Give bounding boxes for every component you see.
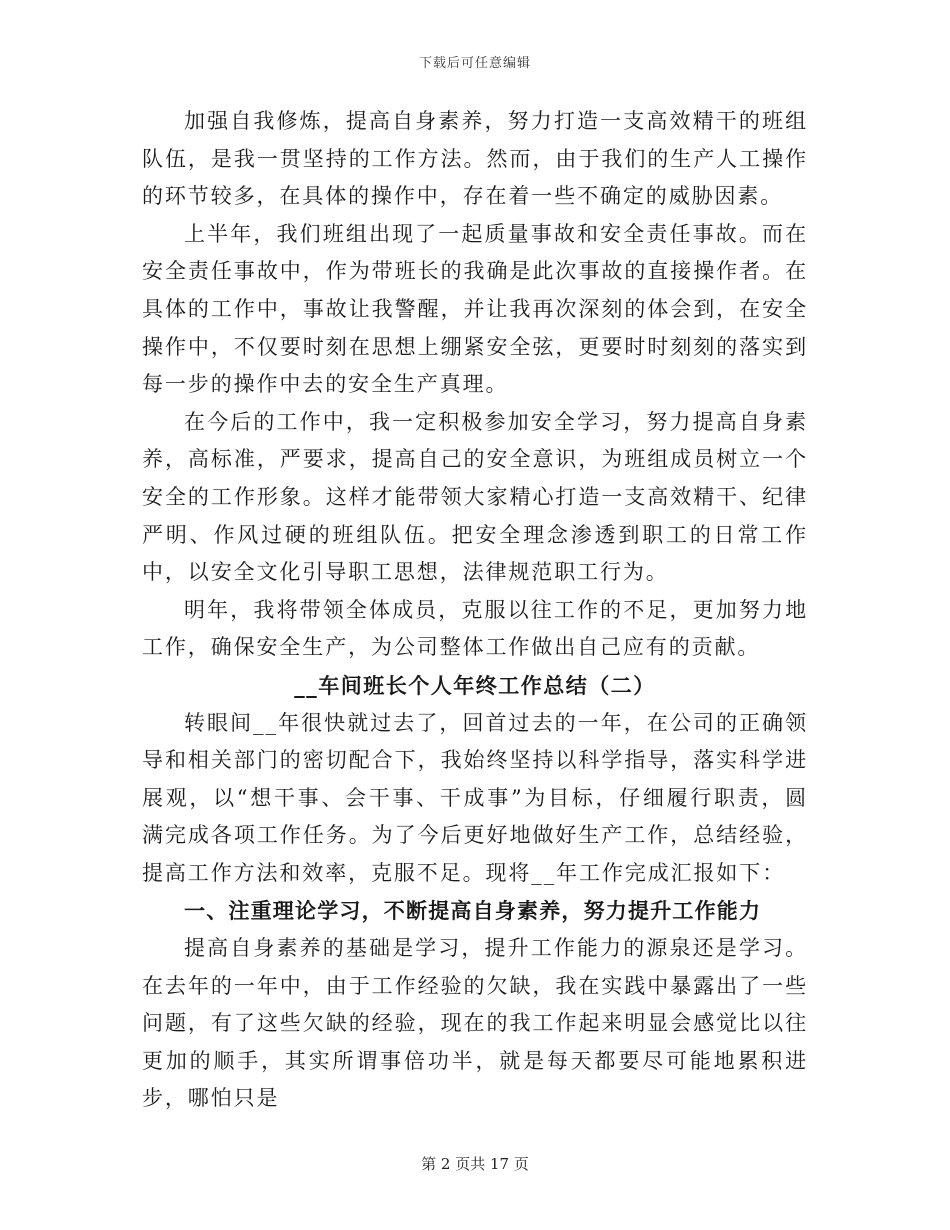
paragraph: 明年，我将带领全体成员，克服以往工作的不足，更加努力地工作，确保安全生产，为公司整体工作做出自己应有的贡献。: [142, 597, 808, 660]
section-subtitle: __车间班长个人年终工作总结（二）: [294, 672, 656, 698]
paragraph: 提高自身素养的基础是学习，提升工作能力的源泉还是学习。在去年的一年中，由于工作经验的欠缺，我在实践中暴露出了一些问题，有了这些欠缺的经验，现在的我工作起来明显会感觉比以往更加的顺手，其实所谓事倍功半，就是每天都要尽可能地累积进步，哪怕只是: [142, 936, 808, 1111]
paragraph: 在今后的工作中，我一定积极参加安全学习，努力提高自身素养，高标准，严要求，提高自己的安全意识，为班组成员树立一个安全的工作形象。这样才能带领大家精心打造一支高效精干、纪律严明、作风过硬的班组队伍。把安全理念渗透到职工的日常工作中，以安全文化引导职工思想，法律规范职工行为。: [142, 409, 808, 585]
document-body: [142, 103, 808, 1118]
paragraph: 转眼间__年很快就过去了，回首过去的一年，在公司的正确领导和相关部门的密切配合下，我始终坚持以科学指导，落实科学进展观，以“想干事、会干事、干成事”为目标，仔细履行职责，圆满完成各项工作任务。为了今后更好地做好生产工作，总结经验，提高工作方法和效率，克服不足。现将__年工作完成汇报如下：: [142, 710, 808, 885]
paragraph: 加强自我修炼，提高自身素养，努力打造一支高效精干的班组队伍，是我一贯坚持的工作方法。然而，由于我们的生产人工操作的环节较多，在具体的操作中，存在着一些不确定的威胁因素。: [142, 109, 808, 209]
section-heading: 一、注重理论学习，不断提高自身素养，努力提升工作能力: [184, 898, 762, 924]
page-footer: 第 2 页共 17 页: [421, 1155, 529, 1173]
paragraph: 上半年，我们班组出现了一起质量事故和安全责任事故。而在安全责任事故中，作为带班长的我确是此次事故的直接操作者。在具体的工作中，事故让我警醒，并让我再次深刻的体会到，在安全操作中，不仅要时刻在思想上绷紧安全弦，更要时时刻刻的落实到每一步的操作中去的安全生产真理。: [142, 221, 808, 397]
page-header: 下载后可任意编辑: [418, 56, 531, 71]
